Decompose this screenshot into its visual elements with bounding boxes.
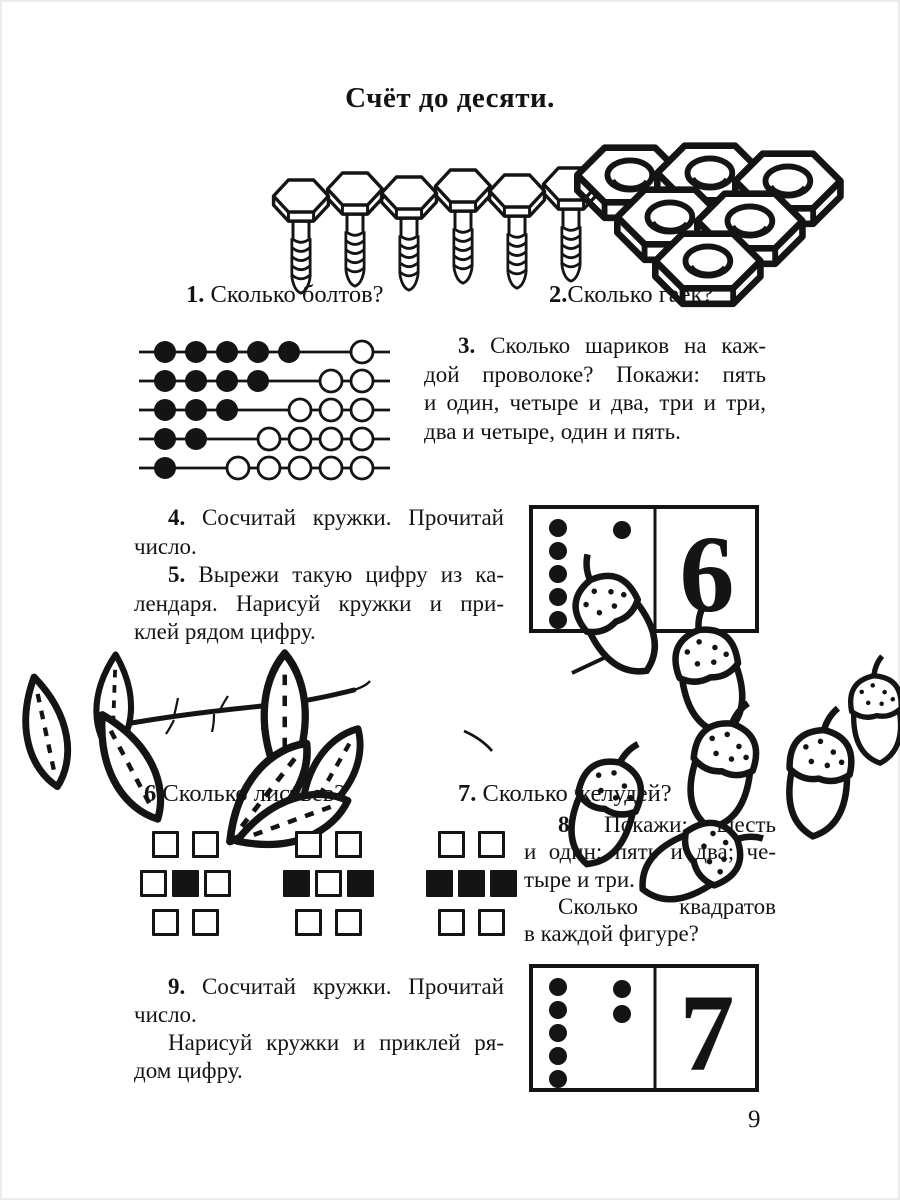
- q7-text: Сколько желудей?: [476, 780, 672, 807]
- white-bead: [351, 457, 373, 479]
- white-bead: [320, 428, 342, 450]
- squares-illustration: [140, 831, 517, 936]
- q1-number: 1.: [186, 281, 205, 308]
- q4-number: 4.: [168, 505, 186, 530]
- black-square: [426, 870, 453, 897]
- white-bead: [351, 341, 373, 363]
- white-square: [152, 909, 179, 936]
- white-square: [152, 831, 179, 858]
- white-square: [192, 909, 219, 936]
- black-bead: [154, 341, 176, 363]
- text-line: и один; пять и два; че-: [524, 839, 776, 865]
- leaves-layer: [15, 654, 375, 861]
- black-square: [490, 870, 517, 897]
- squares-row: [295, 909, 362, 936]
- leaves-branch-illustration: [122, 648, 372, 782]
- text-line: 8. Покажи: шесть: [558, 812, 776, 837]
- squares-group: [140, 831, 231, 936]
- white-bead: [227, 457, 249, 479]
- black-bead: [185, 399, 207, 421]
- q6-number: 6.: [144, 780, 163, 807]
- squares-row: [283, 870, 374, 897]
- squares-row: [438, 909, 505, 936]
- black-bead: [154, 428, 176, 450]
- black-bead: [278, 341, 300, 363]
- domino-dot: [549, 1047, 567, 1065]
- domino-dot: [549, 519, 567, 537]
- q8-number: 8.: [558, 812, 576, 837]
- q2-number: 2.: [549, 281, 568, 308]
- white-bead: [351, 370, 373, 392]
- domino-dot: [549, 588, 567, 606]
- bolt-icon: [328, 173, 383, 286]
- white-bead: [289, 399, 311, 421]
- abacus-illustration: [138, 333, 396, 483]
- white-bead: [258, 428, 280, 450]
- q5-number: 5.: [168, 562, 186, 587]
- black-bead: [154, 370, 176, 392]
- text-line: дой проволоке? Покажи: пять: [424, 361, 766, 387]
- bolt-icon: [436, 170, 491, 283]
- abacus-layer: [139, 341, 390, 479]
- caption-q7: [458, 780, 672, 808]
- white-bead: [320, 370, 342, 392]
- text-line: число.: [134, 1002, 197, 1027]
- page-number: 9: [748, 1106, 761, 1133]
- q2-text: Сколько гаек?: [567, 281, 714, 308]
- white-square: [295, 909, 322, 936]
- q9-number: 9.: [168, 974, 186, 999]
- domino-dot: [549, 1001, 567, 1019]
- text-line: лендаря. Нарисуй кружки и при-: [134, 590, 504, 616]
- white-square: [478, 831, 505, 858]
- text-line: число.: [134, 533, 197, 559]
- text-line: 4. Сосчитай кружки. Прочитай: [168, 505, 504, 530]
- black-square: [283, 870, 310, 897]
- white-square: [438, 831, 465, 858]
- white-bead: [320, 457, 342, 479]
- white-bead: [258, 457, 280, 479]
- text-line: в каждой фигуре?: [524, 921, 699, 947]
- domino-7-card: [527, 962, 761, 1094]
- text-line: клей рядом цифру.: [134, 619, 316, 644]
- bolts-illustration: [136, 160, 466, 288]
- black-bead: [216, 341, 238, 363]
- black-square: [172, 870, 199, 897]
- white-bead: [289, 457, 311, 479]
- leaf-icon: [15, 673, 76, 791]
- domino-dot: [549, 542, 567, 560]
- text-line: Нарисуй кружки и приклей ря-: [168, 1030, 504, 1055]
- domino-dot: [549, 1024, 567, 1042]
- domino-dot: [613, 1005, 631, 1023]
- white-bead: [351, 399, 373, 421]
- squares-row: [140, 870, 231, 897]
- task-8-text: [524, 811, 776, 947]
- squares-row: [152, 909, 219, 936]
- black-square: [458, 870, 485, 897]
- domino-dot: [613, 980, 631, 998]
- black-bead: [154, 457, 176, 479]
- nuts-illustration: [528, 132, 773, 267]
- white-square: [335, 909, 362, 936]
- domino-dot: [549, 1070, 567, 1088]
- text-line: 9. Сосчитай кружки. Прочитай: [168, 974, 504, 999]
- white-square: [204, 870, 231, 897]
- domino-dot: [549, 978, 567, 996]
- black-bead: [185, 341, 207, 363]
- domino-6-digit: 6: [679, 513, 735, 635]
- black-square: [347, 870, 374, 897]
- text-line: и один, четыре и два, три и три,: [424, 390, 766, 415]
- caption-q1: [186, 281, 384, 309]
- black-bead: [185, 370, 207, 392]
- task-9-text: [134, 973, 504, 1085]
- white-bead: [351, 428, 373, 450]
- q7-number: 7.: [458, 780, 477, 807]
- white-square: [315, 870, 342, 897]
- black-bead: [247, 370, 269, 392]
- squares-row: [152, 831, 219, 858]
- text-line: тыре и три.: [524, 866, 635, 892]
- acorn-icon: [782, 704, 857, 840]
- domino-dot: [549, 565, 567, 583]
- acorns-illustration: [390, 653, 770, 783]
- page-title: Счёт до десяти.: [345, 82, 555, 114]
- task-3-text: [424, 332, 766, 446]
- white-square: [438, 909, 465, 936]
- white-square: [478, 909, 505, 936]
- text-line: 5. Вырежи такую цифру из ка-: [168, 562, 504, 587]
- squares-row: [438, 831, 505, 858]
- caption-q2: [549, 281, 713, 309]
- black-bead: [216, 399, 238, 421]
- white-bead: [289, 428, 311, 450]
- domino-dot: [549, 611, 567, 629]
- q3-number: 3.: [458, 333, 476, 358]
- branch: [126, 690, 354, 724]
- white-square: [295, 831, 322, 858]
- text-line: Сколько квадратов: [558, 893, 776, 919]
- white-square: [335, 831, 362, 858]
- white-square: [140, 870, 167, 897]
- black-bead: [154, 399, 176, 421]
- squares-group: [283, 831, 374, 936]
- text-line: два и четыре, один и пять.: [424, 418, 681, 444]
- task-4-5-text: [134, 504, 504, 647]
- bolt-icon: [382, 177, 437, 290]
- squares-group: [426, 831, 517, 936]
- white-square: [192, 831, 219, 858]
- black-bead: [185, 428, 207, 450]
- q1-text: Сколько болтов?: [204, 281, 384, 308]
- black-bead: [247, 341, 269, 363]
- bolt-icon: [274, 180, 329, 293]
- acorn-icon: [847, 655, 900, 765]
- domino-dot: [613, 521, 631, 539]
- squares-row: [295, 831, 362, 858]
- black-bead: [216, 370, 238, 392]
- text-line: 3. Сколько шариков на каж-: [458, 333, 766, 358]
- white-bead: [320, 399, 342, 421]
- text-line: дом цифру.: [134, 1058, 243, 1083]
- caption-q6: [144, 780, 345, 808]
- domino-7-digit: 7: [679, 972, 735, 1094]
- q6-text: Сколько листьев?: [162, 780, 346, 807]
- squares-row: [426, 870, 517, 897]
